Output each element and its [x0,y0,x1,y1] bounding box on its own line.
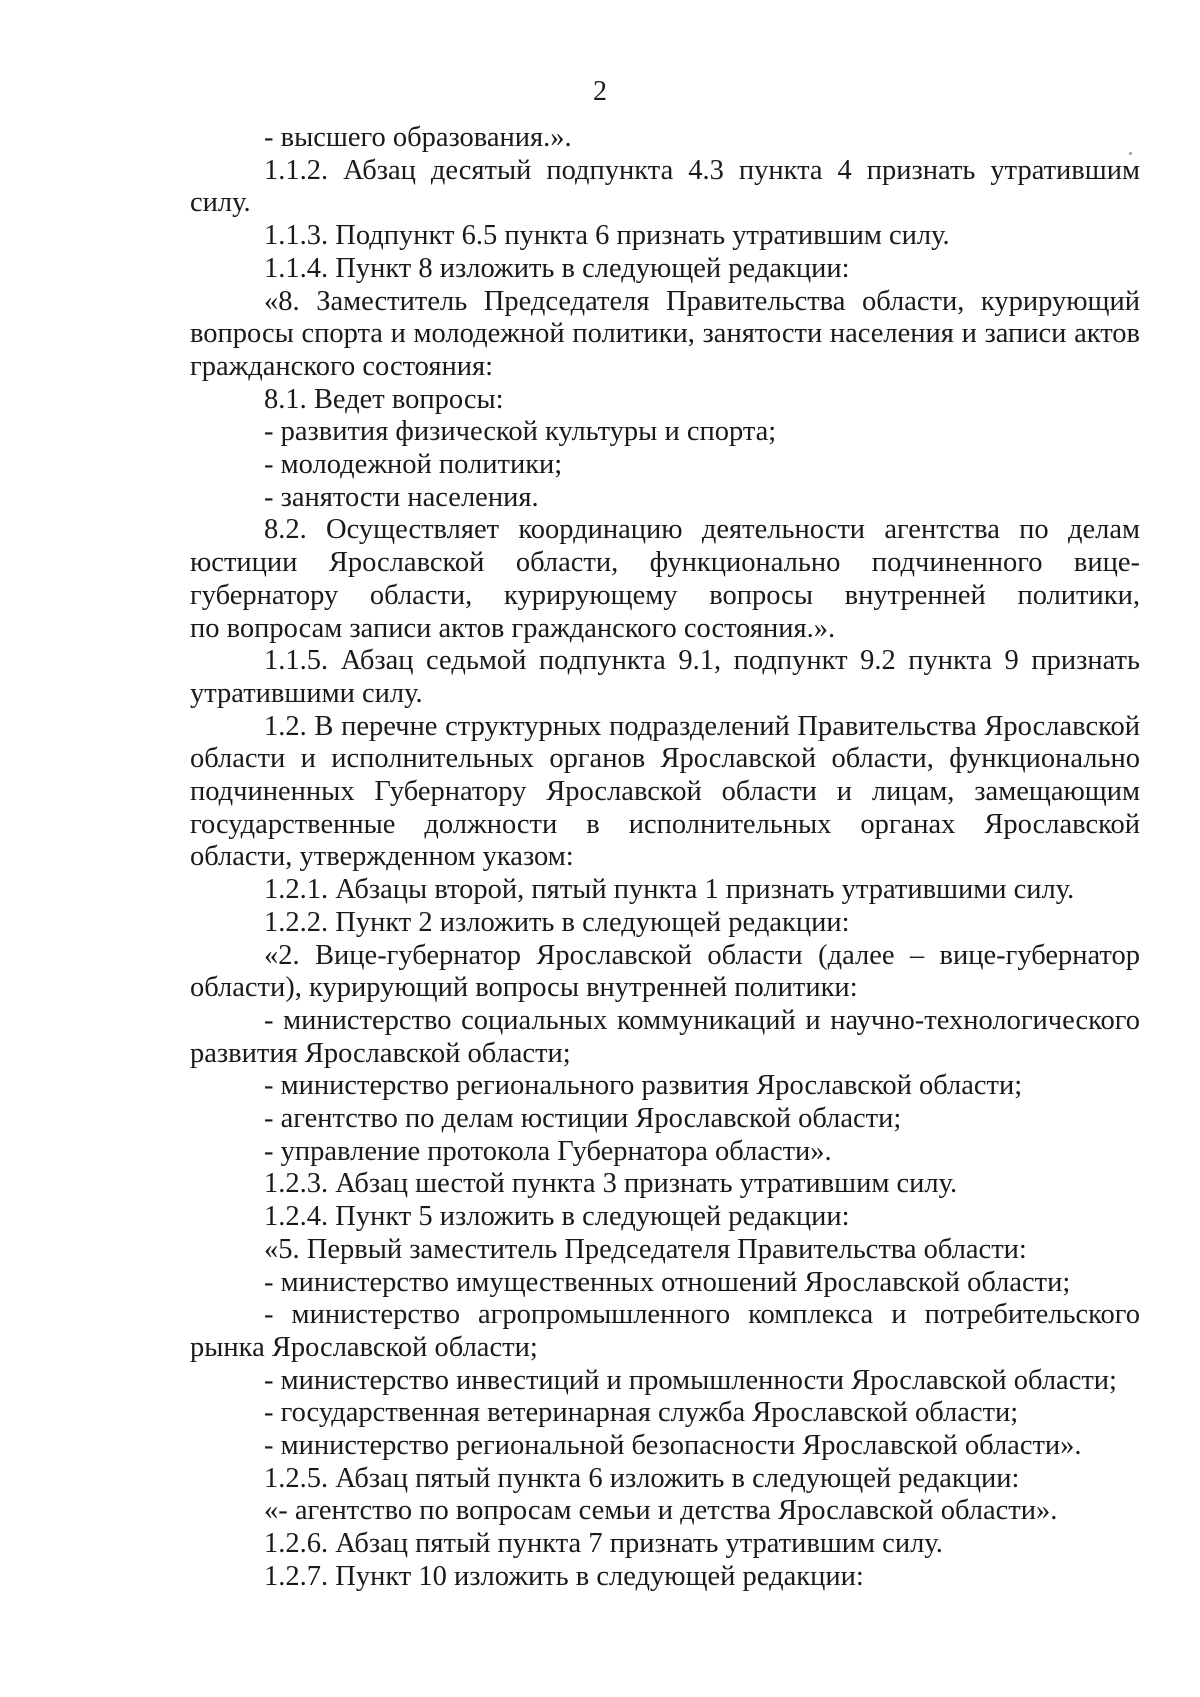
text-line: «5. Первый заместитель Председателя Правительства области: [264,1233,1027,1265]
text-line: - министерство агропромышленного комплекса и потребительского [264,1299,1140,1331]
text-line: 1.1.3. Подпункт 6.5 пункта 6 признать утратившим силу. [264,220,950,252]
text-line: - занятости населения. [264,481,539,513]
text-line: 1.1.4. Пункт 8 изложить в следующей редакции: [264,252,850,284]
text-line: области, утвержденном указом: [190,841,574,873]
text-line: юстиции Ярославской области, функционально подчиненного вице- [190,547,1140,579]
text-line: 1.2.2. Пункт 2 изложить в следующей редакции: [264,906,850,938]
text-line: 1.2.4. Пункт 5 изложить в следующей редакции: [264,1201,850,1233]
text-line: - министерство региональной безопасности Ярославской области». [264,1430,1082,1461]
text-line: «8. Заместитель Председателя Правительства области, курирующий [264,285,1140,317]
text-line: - развития физической культуры и спорта; [264,416,777,448]
text-line: 1.2.3. Абзац шестой пункта 3 признать утратившим силу. [264,1168,958,1200]
text-line: силу. [190,187,251,219]
text-line: «2. Вице-губернатор Ярославской области (далее – вице-губернатор [264,939,1140,971]
text-line: «- агентство по вопросам семьи и детства Ярославской области». [264,1495,1058,1527]
page-number: 2 [593,76,607,107]
text-line: - агентство по делам юстиции Ярославской области; [264,1103,902,1134]
text-line: подчиненных Губернатору Ярославской области и лицам, замещающим [190,776,1140,807]
scan-speck [1129,152,1132,155]
text-line: - министерство имущественных отношений Ярославской области; [264,1266,1071,1298]
text-line: - министерство социальных коммуникаций и научно-технологического [264,1004,1140,1036]
text-line: развития Ярославской области; [190,1037,571,1069]
text-line: - министерство регионального развития Ярославской области; [264,1070,1023,1102]
text-line: области), курирующий вопросы внутренней политики: [190,972,858,1004]
text-line: области и исполнительных органов Ярославской области, функционально [190,743,1140,775]
text-line: 1.2.5. Абзац пятый пункта 6 изложить в следующей редакции: [264,1462,1020,1494]
text-line: - министерство инвестиций и промышленности Ярославской области; [264,1364,1117,1396]
text-line: - государственная ветеринарная служба Ярославской области; [264,1397,1019,1429]
text-line: 8.2. Осуществляет координацию деятельности агентства по делам [264,514,1140,546]
text-line: 8.1. Ведет вопросы: [264,383,504,415]
text-line: 1.2. В перечне структурных подразделений Правительства Ярославской [264,710,1140,742]
text-line: вопросы спорта и молодежной политики, занятости населения и записи актов [190,318,1140,350]
text-line: утратившими силу. [190,677,423,709]
text-line: 1.2.6. Абзац пятый пункта 7 признать утратившим силу. [264,1528,943,1560]
text-line: государственные должности в исполнительных органах Ярославской [190,808,1140,840]
text-line: 1.1.5. Абзац седьмой подпункта 9.1, подпункт 9.2 пункта 9 признать [264,645,1140,677]
text-line: по вопросам записи актов гражданского состояния.». [190,612,836,644]
text-line: 1.2.1. Абзацы второй, пятый пункта 1 признать утратившими силу. [264,874,1075,906]
text-line: рынка Ярославской области; [190,1331,538,1363]
text-line: 1.2.7. Пункт 10 изложить в следующей редакции: [264,1560,864,1592]
text-line: - молодежной политики; [264,449,563,480]
text-line: гражданского состояния: [190,350,494,382]
text-line: - управление протокола Губернатора области». [264,1135,832,1167]
text-line: 1.1.2. Абзац десятый подпункта 4.3 пункта 4 признать утратившим [264,154,1140,186]
text-line: губернатору области, курирующему вопросы внутренней политики, [190,579,1140,611]
text-line: - высшего образования.». [264,122,572,153]
